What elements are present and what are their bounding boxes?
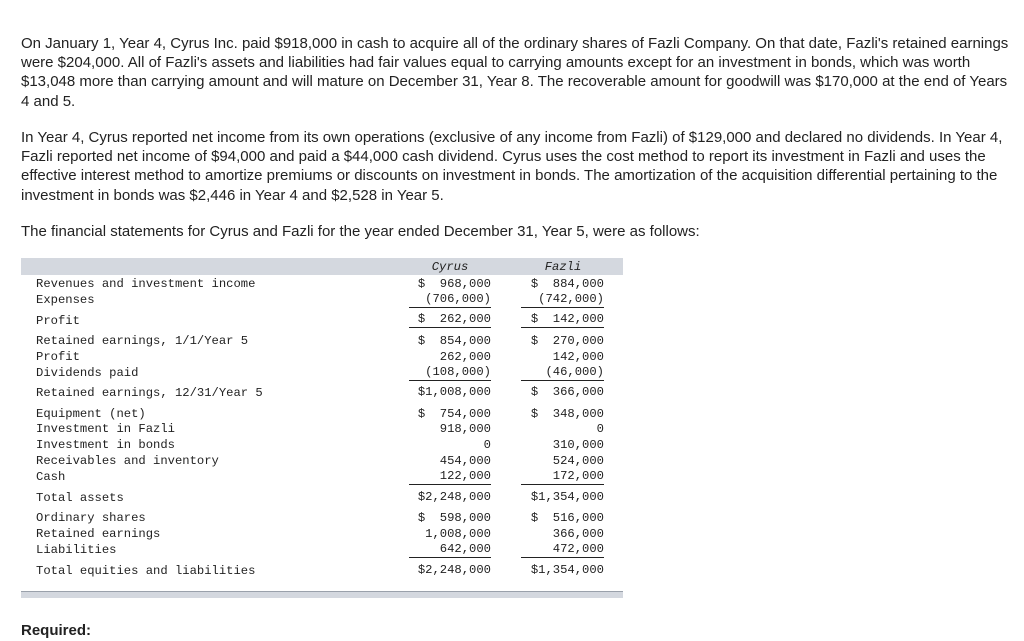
- fazli-value: 0: [596, 422, 604, 436]
- row-label: Retained earnings, 12/31/Year 5: [36, 386, 263, 400]
- cyrus-value: 122,000: [409, 469, 491, 485]
- fazli-value: $1,354,000: [530, 563, 604, 577]
- fazli-value: $1,354,000: [530, 490, 604, 504]
- cyrus-value: $2,248,000: [417, 490, 491, 504]
- fazli-value: $ 348,000: [530, 407, 604, 421]
- cyrus-value: $ 854,000: [417, 334, 491, 348]
- column-header-fazli: Fazli: [544, 260, 582, 274]
- fazli-value: $ 142,000: [521, 312, 604, 328]
- row-label: Investment in Fazli: [36, 422, 175, 436]
- fazli-value: 172,000: [521, 469, 604, 485]
- cyrus-value: $2,248,000: [417, 563, 491, 577]
- fazli-value: 142,000: [552, 350, 604, 364]
- fazli-value: $ 884,000: [530, 277, 604, 291]
- cyrus-value: $ 968,000: [417, 277, 491, 291]
- fazli-value: $ 516,000: [530, 511, 604, 525]
- cyrus-value: 918,000: [439, 422, 491, 436]
- row-label: Retained earnings, 1/1/Year 5: [36, 334, 249, 348]
- required-heading: Required:: [21, 622, 92, 639]
- row-label: Total assets: [36, 491, 124, 505]
- cyrus-value: $1,008,000: [417, 385, 491, 399]
- row-label: Ordinary shares: [36, 511, 146, 525]
- row-label: Equipment (net): [36, 407, 146, 421]
- fazli-value: $ 366,000: [530, 385, 604, 399]
- column-header-cyrus: Cyrus: [431, 260, 469, 274]
- cyrus-value: $ 262,000: [409, 312, 491, 328]
- cyrus-value: (706,000): [409, 292, 491, 308]
- financial-statements-table: [21, 258, 623, 598]
- row-label: Cash: [36, 470, 66, 484]
- fazli-value: 472,000: [521, 542, 604, 558]
- cyrus-value: (108,000): [409, 365, 491, 381]
- row-label: Revenues and investment income: [36, 277, 256, 291]
- row-label: Investment in bonds: [36, 438, 175, 452]
- intro-paragraph: On January 1, Year 4, Cyrus Inc. paid $918,000 in cash to acquire all of the ordinary shares of Fazli Company. On that date, Fazli's retained earnings were $204,000. All of Fazli's assets and liabilities had fair values equal to carrying amounts except for an investment in bonds, which was worth $13,048 more than carrying amount and will mature on December 31, Year 8. The recoverable amount for goodwill was $170,000 at the end of Years 4 and 5.: [21, 35, 1009, 110]
- fazli-value: (46,000): [521, 365, 604, 381]
- fazli-value: (742,000): [521, 292, 604, 308]
- row-label: Retained earnings: [36, 527, 161, 541]
- cyrus-value: $ 754,000: [417, 407, 491, 421]
- row-label: Liabilities: [36, 543, 117, 557]
- cyrus-value: 262,000: [439, 350, 491, 364]
- cyrus-value: 642,000: [409, 542, 491, 558]
- row-label: Receivables and inventory: [36, 454, 219, 468]
- cyrus-value: 1,008,000: [425, 527, 491, 541]
- fazli-value: $ 270,000: [530, 334, 604, 348]
- row-label: Expenses: [36, 293, 95, 307]
- cyrus-value: 454,000: [439, 454, 491, 468]
- row-label: Profit: [36, 350, 80, 364]
- cyrus-value: $ 598,000: [417, 511, 491, 525]
- row-label: Profit: [36, 314, 80, 328]
- fazli-value: 310,000: [552, 438, 604, 452]
- cyrus-value: 0: [483, 438, 491, 452]
- table-footer-bar: [21, 591, 623, 598]
- row-label: Dividends paid: [36, 366, 139, 380]
- statements-intro: The financial statements for Cyrus and Fazli for the year ended December 31, Year 5, were as follows:: [21, 223, 700, 240]
- fazli-value: 366,000: [552, 527, 604, 541]
- fazli-value: 524,000: [552, 454, 604, 468]
- row-label: Total equities and liabilities: [36, 564, 256, 578]
- year4-paragraph: In Year 4, Cyrus reported net income from its own operations (exclusive of any income from Fazli) of $129,000 and declared no dividends. In Year 4, Fazli reported net income of $94,000 and paid a $44,000 cash dividend. Cyrus uses the cost method to report its investment in Fazli and uses the effective interest method to amortize premiums or discounts on investment in bonds. The amortization of the acquisition differential pertaining to the investment in bonds was $2,446 in Year 4 and $2,528 in Year 5.: [21, 129, 1003, 204]
